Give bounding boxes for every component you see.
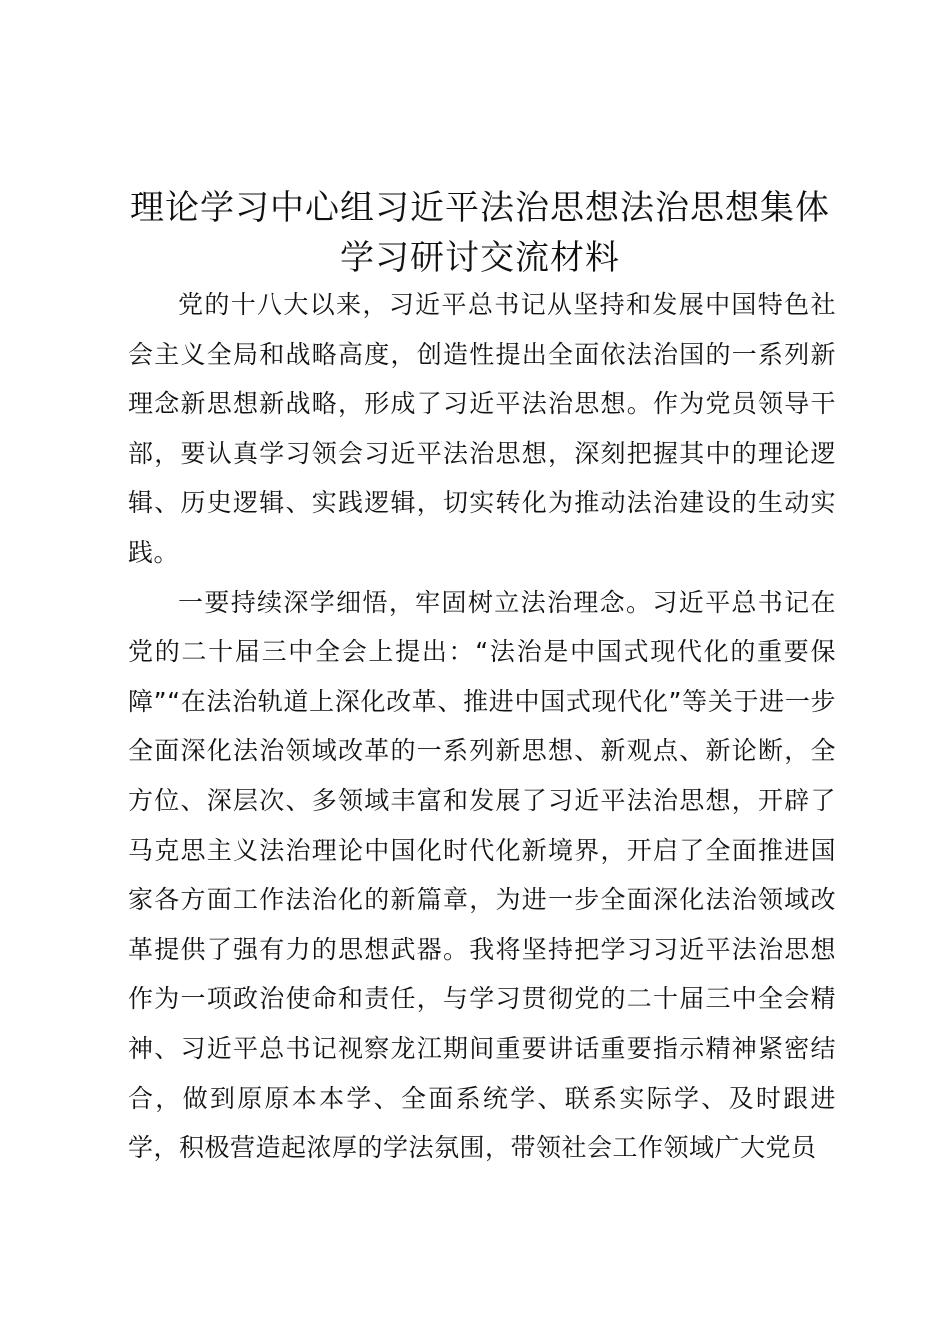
document-body bbox=[128, 280, 836, 1173]
paragraph-intro: 党的十八大以来，习近平总书记从坚持和发展中国特色社会主义全局和战略高度，创造性提出全面依法治国的一系列新理念新思想新战略，形成了习近平法治思想。作为党员领导干部，要认真学习领会习近平法治思想，深刻把握其中的理论逻辑、历史逻辑、实践逻辑，切实转化为推动法治建设的生动实践。 bbox=[128, 290, 836, 567]
paragraph-first-point: 一要持续深学细悟，牢固树立法治理念。习近平总书记在党的二十届三中全会上提出：“法治是中国式现代化的重要保障”“在法治轨道上深化改革、推进中国式现代化”等关于进一步全面深化法治领域改革的一系列新思想、新观点、新论断，全方位、深层次、多领域丰富和发展了习近平法治思想，开辟了马克思主义法治理论中国化时代化新境界，开启了全面推进国家各方面工作法治化的新篇章，为进一步全面深化法治领域改革提供了强有力的思想武器。我将坚持把学习习近平法治思想作为一项政治使命和责任，与学习贯彻党的二十届三中全会精神、习近平总书记视察龙江期间重要讲话重要指示精神紧密结合，做到原原本本学、全面系统学、联系实际学、及时跟进学，积极营造起浓厚的学法氛围，带领社会工作领域广大党员 bbox=[128, 587, 836, 1163]
document-title bbox=[110, 183, 850, 283]
title-line-2: 学习研讨交流材料 bbox=[340, 238, 620, 278]
title-line-1: 理论学习中心组习近平法治思想法治思想集体 bbox=[130, 188, 830, 228]
